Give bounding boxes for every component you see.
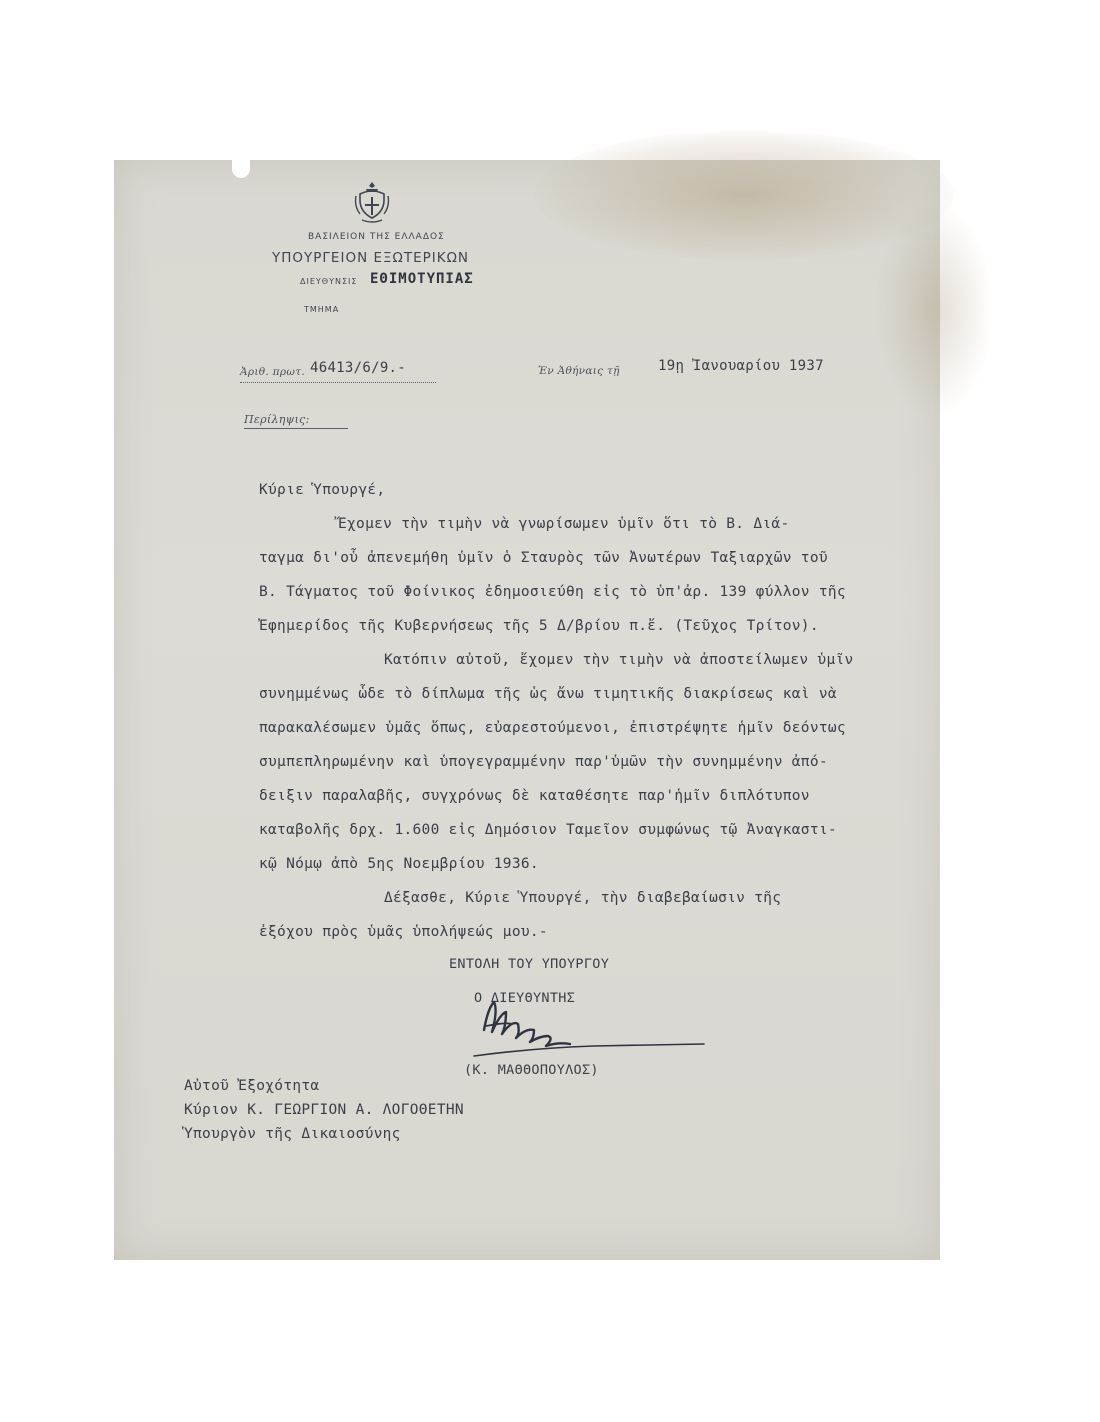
body-line: Ἐφημερίδος τῆς Κυβερνήσεως τῆς 5 Δ/βρίου π.ἔ. (Τεῦχος Τρίτον). xyxy=(259,618,819,634)
paper-stain xyxy=(874,200,994,420)
date-label: Ἐν Ἀθήναις τῇ xyxy=(538,365,620,377)
letter-date: 19ῃ Ἰανουαρίου 1937 xyxy=(658,358,824,374)
protocol-number-underline xyxy=(240,382,436,383)
recipient-line: Αὐτοῦ Ἐξοχότητα xyxy=(184,1078,320,1094)
protocol-number: 46413/6/9.- xyxy=(310,360,407,376)
body-line: Κατόπιν αὐτοῦ, ἔχομεν τὴν τιμὴν νὰ ἀποστείλωμεν ὑμῖν xyxy=(384,652,854,668)
signatory-name: (Κ. ΜΑΘΘΟΠΟΥΛΟΣ) xyxy=(464,1062,599,1078)
letterhead-section-label: ΤΜΗΜΑ xyxy=(304,305,340,314)
letter-sheet xyxy=(114,160,940,1260)
body-line: καταβολῆς δρχ. 1.600 εἰς Δημόσιον Ταμεῖον συμφώνως τῷ Ἀναγκαστι- xyxy=(259,822,837,838)
letterhead-directorate-value: ΕΘΙΜΟΤΥΠΙΑΣ xyxy=(370,271,474,287)
signatory-title: Ο ΔΙΕΥΘΥΝΤΗΣ xyxy=(474,990,576,1006)
closing-line: Δέξασθε, Κύριε Ὑπουργέ, τὴν διαβεβαίωσιν τῆς xyxy=(384,890,782,906)
recipient-line: Ὑπουργὸν τῆς Δικαιοσύνης xyxy=(184,1126,401,1142)
paper-stain xyxy=(534,130,954,260)
body-line: ταγμα δι'οὗ ἀπενεμήθη ὑμῖν ὁ Σταυρὸς τῶν Ἀνωτέρων Ταξιαρχῶν τοῦ xyxy=(259,550,828,566)
body-line: συνημμένως ὧδε τὸ δίπλωμα τῆς ὡς ἄνω τιμητικῆς διακρίσεως καὶ νὰ xyxy=(259,686,837,702)
letterhead-ministry: ΥΠΟΥΡΓΕΙΟΝ ΕΞΩΤΕΡΙΚΩΝ xyxy=(272,250,470,266)
body-line: κῷ Νόμῳ ἀπὸ 5ης Νοεμβρίου 1936. xyxy=(259,856,539,872)
subject-label: Περίληψις: xyxy=(244,413,310,426)
body-line: Β. Τάγματος τοῦ Φοίνικος ἐδημοσιεύθη εἰς τὸ ὑπ'ἀρ. 139 φύλλον τῆς xyxy=(259,584,846,600)
handwritten-signature-icon xyxy=(464,990,724,1060)
body-line: παρακαλέσωμεν ὑμᾶς ὅπως, εὐαρεστούμενοι, ἐπιστρέψητε ἡμῖν δεόντως xyxy=(259,720,846,736)
signature-order: ΕΝΤΟΛΗ ΤΟΥ ΥΠΟΥΡΓΟΥ xyxy=(449,956,610,972)
subject-underline xyxy=(244,428,348,429)
royal-crest-icon xyxy=(352,180,392,226)
recipient-line: Κύριον Κ. ΓΕΩΡΓΙΟΝ Α. ΛΟΓΟΘΕΤΗΝ xyxy=(184,1102,464,1118)
paper-tear xyxy=(232,152,250,178)
body-line: δειξιν παραλαβῆς, συγχρόνως δὲ καταθέσητε παρ'ἡμῖν διπλότυπον xyxy=(259,788,810,804)
letterhead-kingdom: ΒΑΣΙΛΕΙΟΝ ΤΗΣ ΕΛΛΑΔΟΣ xyxy=(308,232,445,242)
body-line: Ἔχομεν τὴν τιμὴν νὰ γνωρίσωμεν ὑμῖν ὅτι τὸ Β. Διά- xyxy=(338,516,790,532)
closing-line: ἐξόχου πρὸς ὑμᾶς ὑπολήψεώς μου.- xyxy=(259,924,548,940)
salutation: Κύριε Ὑπουργέ, xyxy=(259,482,386,498)
letterhead-directorate-label: ΔΙΕΥΘΥΝΣΙΣ xyxy=(300,277,358,286)
body-line: συμπεπληρωμένην καὶ ὑπογεγραμμένην παρ'ὑμῶν τὴν συνημμένην ἀπό- xyxy=(259,754,828,770)
protocol-number-label: Ἀριθ. πρωτ. xyxy=(240,366,305,378)
